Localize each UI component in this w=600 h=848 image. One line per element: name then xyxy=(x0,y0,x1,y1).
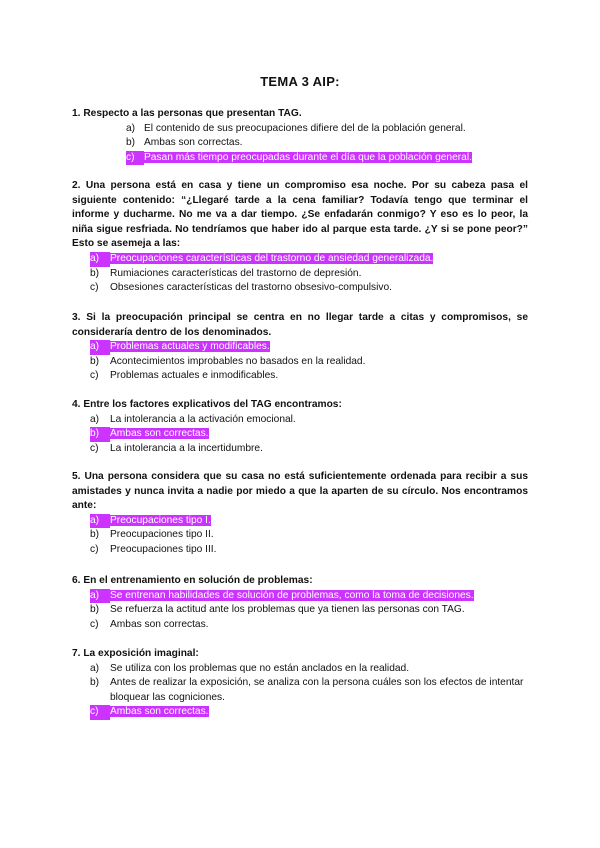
option-b: b) Preocupaciones tipo II. xyxy=(90,529,214,541)
option-text-highlighted: Se entrenan habilidades de solución de problemas, como la toma de decisiones. xyxy=(110,589,474,601)
option-a-correct: a) Se entrenan habilidades de solución de problemas, como la toma de decisiones. xyxy=(90,589,528,604)
option-b-correct: b) Ambas son correctas. xyxy=(90,427,528,442)
option-text: Obsesiones características del trastorno obsesivo-compulsivo. xyxy=(110,282,392,294)
option-a-correct: a) Problemas actuales y modificables. xyxy=(90,340,528,355)
option-c: c) La intolerancia a la incertidumbre. xyxy=(90,442,263,454)
option-text: El contenido de sus preocupaciones difiere del de la población general. xyxy=(144,122,466,134)
option-text: Ambas son correctas. xyxy=(144,137,243,149)
option-text: Rumiaciones características del trastorno de depresión. xyxy=(110,267,362,279)
question-text: 1. Respecto a las personas que presentan TAG. xyxy=(72,108,302,119)
option-text-highlighted: Pasan más tiempo preocupadas durante el día que la población general. xyxy=(144,151,472,163)
option-text: Problemas actuales e inmodificables. xyxy=(110,370,279,382)
option-b: b) Antes de realizar la exposición, se analiza con la persona cuáles son los efectos de intentar bloquear las cogniciones. xyxy=(90,677,524,703)
option-text-highlighted: Preocupaciones características del trastorno de ansiedad generalizada. xyxy=(110,252,434,264)
option-text-highlighted: Ambas son correctas. xyxy=(110,706,209,718)
option-text: Preocupaciones tipo II. xyxy=(110,529,214,541)
page-title: TEMA 3 AIP: xyxy=(260,74,340,89)
question-text: 3. Si la preocupación principal se centra en no llegar tarde a citas y compromisos, se consideraría dentro de los denominados. xyxy=(72,312,528,338)
question-text: 2. Una persona está en casa y tiene un compromiso esa noche. Por su cabeza pasa el siguiente contenido: “¿Llegaré tarde a la cena familiar? Todavía tengo que terminar el informe y ducharme. No me va a dar tiempo. ¿Se enfadarán conmigo? Y eso es lo peor, la niña sigue resfriada. No tendríamos que haber ido al parque esta tarde. ¿Y si se pone peor?” Esto se asemeja a las: xyxy=(72,180,528,250)
question-text: 4. Entre los factores explicativos del TAG encontramos: xyxy=(72,399,342,410)
option-text-highlighted: Ambas son correctas. xyxy=(110,428,209,440)
option-text: La intolerancia a la incertidumbre. xyxy=(110,442,263,454)
question-6 xyxy=(72,574,528,632)
option-text: Ambas son correctas. xyxy=(110,618,209,630)
option-c-correct: c) Pasan más tiempo preocupadas durante el día que la población general. xyxy=(126,151,528,166)
option-a-correct: a) Preocupaciones características del trastorno de ansiedad generalizada. xyxy=(90,252,528,267)
question-7 xyxy=(72,647,528,720)
question-5 xyxy=(72,470,528,558)
option-c: c) Preocupaciones tipo III. xyxy=(90,543,217,555)
option-a: a) El contenido de sus preocupaciones difiere del de la población general. xyxy=(126,122,466,134)
option-text: Se refuerza la actitud ante los problemas que ya tienen las personas con TAG. xyxy=(110,604,465,616)
question-2 xyxy=(72,179,528,296)
question-4 xyxy=(72,398,528,456)
option-b: b) Rumiaciones características del trastorno de depresión. xyxy=(90,267,362,279)
question-text: 5. Una persona considera que su casa no está suficientemente ordenada para recibir a sus amistades y nunca invita a nadie por miedo a que la aparten de su círculo. Nos encontramos ante: xyxy=(72,471,528,512)
question-3 xyxy=(72,311,528,384)
option-a: a) Se utiliza con los problemas que no están anclados en la realidad. xyxy=(90,662,410,674)
question-1 xyxy=(72,107,528,165)
option-text-highlighted: Problemas actuales y modificables. xyxy=(110,341,270,353)
option-b: b) Acontecimientos improbables no basados en la realidad. xyxy=(90,355,366,367)
option-a: a) La intolerancia a la activación emocional. xyxy=(90,413,296,425)
option-c: c) Ambas son correctas. xyxy=(90,618,209,630)
option-text: Se utiliza con los problemas que no están anclados en la realidad. xyxy=(110,662,410,674)
option-text: Antes de realizar la exposición, se analiza con la persona cuáles son los efectos de intentar bloquear las cogniciones. xyxy=(110,677,524,703)
question-text: 7. La exposición imaginal: xyxy=(72,648,199,659)
option-c-correct: c) Ambas son correctas. xyxy=(90,705,528,720)
option-text: La intolerancia a la activación emocional. xyxy=(110,413,296,425)
option-text-highlighted: Preocupaciones tipo I. xyxy=(110,514,211,526)
option-c: c) Obsesiones características del trastorno obsesivo-compulsivo. xyxy=(90,282,392,294)
option-b: b) Ambas son correctas. xyxy=(126,137,243,149)
option-a-correct: a) Preocupaciones tipo I. xyxy=(90,514,528,529)
option-text: Preocupaciones tipo III. xyxy=(110,543,217,555)
option-text: Acontecimientos improbables no basados en la realidad. xyxy=(110,355,366,367)
question-text: 6. En el entrenamiento en solución de problemas: xyxy=(72,575,313,586)
option-c: c) Problemas actuales e inmodificables. xyxy=(90,370,279,382)
option-b: b) Se refuerza la actitud ante los problemas que ya tienen las personas con TAG. xyxy=(90,604,465,616)
